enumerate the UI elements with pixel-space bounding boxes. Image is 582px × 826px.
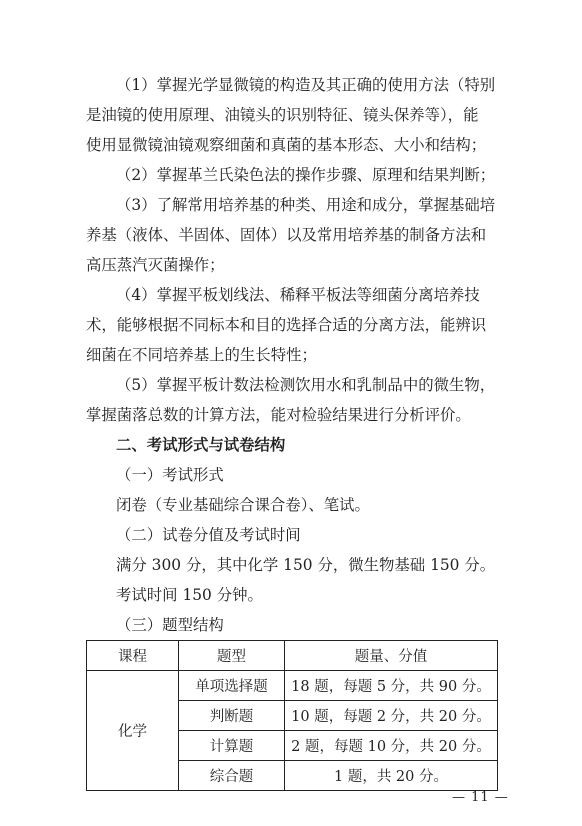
exam-structure-table [86,640,498,791]
paragraph-line: 考试时间 150 分钟。 [116,586,263,604]
section-heading: 二、考试形式与试卷结构 [116,436,286,454]
paragraph-line: （4）掌握平板划线法、稀释平板法等细菌分离培养技 [116,286,480,304]
paragraph-line: 术，能够根据不同标本和目的选择合适的分离方法，能辨识 [86,316,487,334]
paragraph-line: （3）了解常用培养基的种类、用途和成分，掌握基础培 [116,196,496,214]
paragraph-line: （2）掌握革兰氏染色法的操作步骤、原理和结果判断； [116,166,496,184]
page-number: — 11 — [452,790,509,805]
table-cell-type: 单项选择题 [179,671,285,701]
table-cell-type: 判断题 [179,701,285,731]
table-cell-course: 化学 [87,671,179,791]
paragraph-line: 满分 300 分，其中化学 150 分，微生物基础 150 分。 [116,556,496,574]
table-row [87,671,498,701]
paragraph-line: 养基（液体、半固体、固体）以及常用培养基的制备方法和 [86,226,487,244]
table-cell-type: 计算题 [179,731,285,761]
subsection-heading: （一）考试形式 [116,466,224,484]
paragraph-line: 掌握菌落总数的计算方法，能对检验结果进行分析评价。 [86,406,471,424]
table-header-course: 课程 [87,641,179,671]
table-cell-type: 综合题 [179,761,285,791]
subsection-heading: （二）试卷分值及考试时间 [116,526,301,544]
paragraph-line: 使用显微镜油镜观察细菌和真菌的基本形态、大小和结构； [86,136,487,154]
subsection-heading: （三）题型结构 [116,616,224,634]
paragraph-line: 闭卷（专业基础综合课合卷）、笔试。 [116,496,370,514]
table-header-row [87,641,498,671]
paragraph-line: （1）掌握光学显微镜的构造及其正确的使用方法（特别 [116,76,496,94]
table-cell-value: 10 题，每题 2 分，共 20 分。 [285,701,498,731]
paragraph-line: （5）掌握平板计数法检测饮用水和乳制品中的微生物， [116,376,496,394]
table-header-value: 题量、分值 [285,641,498,671]
table-cell-value: 18 题，每题 5 分，共 90 分。 [285,671,498,701]
table-cell-value: 1 题，共 20 分。 [285,761,498,791]
paragraph-line: 是油镜的使用原理、油镜头的识别特征、镜头保养等），能 [86,106,479,124]
paragraph-line: 高压蒸汽灭菌操作； [86,256,225,274]
paragraph-line: 细菌在不同培养基上的生长特性； [86,346,317,364]
table-header-type: 题型 [179,641,285,671]
table-cell-value: 2 题，每题 10 分，共 20 分。 [285,731,498,761]
